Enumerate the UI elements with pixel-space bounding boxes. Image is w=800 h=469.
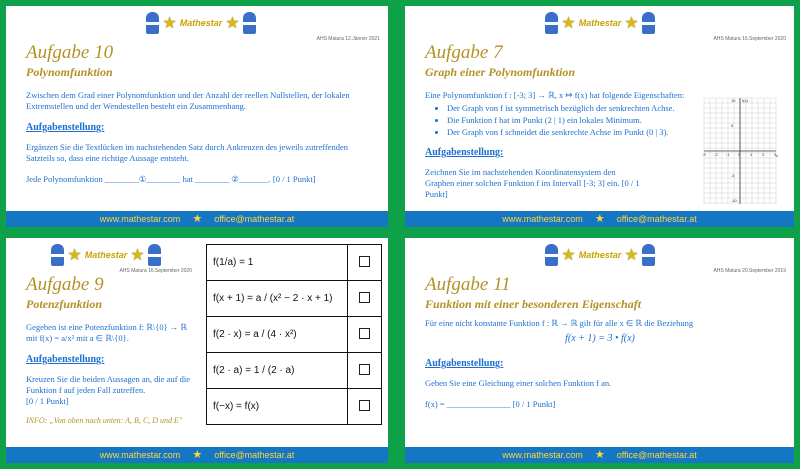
option-row-c: [207, 317, 382, 353]
star-icon: ★: [624, 13, 639, 32]
card-aufgabe-10: [6, 6, 388, 227]
footer-email[interactable]: office@mathestar.at: [616, 450, 697, 460]
checkbox-e[interactable]: [359, 400, 370, 411]
exam-source: AHS Matura 20.September 2019: [713, 268, 786, 274]
task-instruction: Ergänzen Sie die Textlücken im nachstehenden Satz durch Ankreuzen des jeweils zutreffenden Satzteils so, dass eine richtige Aussage entsteht.: [26, 142, 349, 163]
x-tick-label: -3: [702, 152, 706, 157]
card-header: [6, 238, 206, 272]
option-text: f(2 · a) = 1 / (2 · a): [207, 353, 348, 389]
footer-email[interactable]: office@mathestar.at: [214, 214, 295, 224]
task-subtitle: Funktion mit einer besonderen Eigenschaft: [425, 297, 642, 311]
answer-line[interactable]: f(x) = _______________ [0 / 1 Punkt]: [425, 399, 556, 409]
y-axis-label: f(x): [742, 98, 748, 103]
property-item: • Die Funktion f hat im Punkt (2 | 1) ein lokales Minimum.: [447, 115, 715, 126]
card-aufgabe-11: [405, 238, 794, 463]
card-footer: [6, 211, 388, 227]
task-body: [26, 90, 371, 195]
brand-name: Mathestar: [578, 18, 622, 28]
mascot-icon: [243, 12, 256, 34]
option-text: f(2 · x) = a / (4 · x²): [207, 317, 348, 353]
option-text: f(1/a) = 1: [207, 245, 348, 281]
y-tick-label: 10: [731, 98, 736, 103]
brand-name: Mathestar: [84, 250, 128, 260]
task-subtitle: Polynomfunktion: [26, 65, 113, 79]
task-instruction: Zeichnen Sie im nachstehenden Koordinatensystem den Graphen einer solchen Funktion f im Intervall [-3; 3] ein. [0 / 1 Punkt]: [425, 167, 640, 199]
footer-website[interactable]: www.mathestar.com: [99, 214, 181, 224]
footer-website[interactable]: www.mathestar.com: [502, 450, 583, 460]
option-text: f(−x) = f(x): [207, 389, 348, 425]
x-axis-label: x: [776, 153, 778, 158]
card-footer: [405, 447, 794, 463]
task-subtitle: Potenzfunktion: [26, 297, 103, 311]
star-icon: ★: [225, 13, 240, 32]
star-icon: ★: [561, 13, 576, 32]
task-body: [425, 318, 775, 420]
mascot-icon: [642, 244, 655, 266]
task-title: Aufgabe 9: [26, 274, 104, 295]
star-icon: ★: [192, 448, 203, 461]
task-points: [0 / 1 Punkt]: [26, 396, 69, 406]
mascot-icon: [146, 12, 159, 34]
option-row-e: [207, 389, 382, 425]
task-intro: Für eine nicht konstante Funktion f : ℝ → ℝ gilt für alle x ∈ ℝ die Beziehung: [425, 318, 694, 328]
task-heading: Aufgabenstellung:: [425, 358, 504, 369]
star-icon: ★: [624, 245, 639, 264]
task-intro: Gegeben ist eine Potenzfunktion f: ℝ\{0} → ℝ: [26, 322, 188, 332]
property-item: • Der Graph von f schneidet die senkrechte Achse im Punkt (0 | 3).: [447, 127, 715, 138]
y-tick-label: -10: [731, 198, 737, 203]
exam-source: AHS Matura 16.September 2020: [713, 36, 786, 42]
x-tick-label: 2: [762, 152, 765, 157]
task-instruction: Geben Sie eine Gleichung einer solchen Funktion f an.: [425, 378, 612, 388]
star-icon: ★: [162, 13, 177, 32]
mathestar-logo: [545, 240, 655, 270]
star-icon: ★: [561, 245, 576, 264]
task-heading: Aufgabenstellung:: [26, 354, 105, 365]
card-header: [405, 238, 794, 272]
mathestar-logo: [146, 8, 256, 38]
option-text: f(x + 1) = a / (x² − 2 · x + 1): [207, 281, 348, 317]
mascot-icon: [148, 244, 161, 266]
star-icon: ★: [594, 448, 605, 461]
x-tick-label: 3: [774, 152, 777, 157]
task-title: Aufgabe 11: [425, 274, 511, 295]
card-header: [6, 6, 388, 40]
info-note: INFO: „Von oben nach unten: A, B, C, D und E": [26, 416, 183, 425]
option-row-d: [207, 353, 382, 389]
checkbox-c[interactable]: [359, 328, 370, 339]
task-title: Aufgabe 10: [26, 42, 114, 63]
x-tick-label: -2: [714, 152, 718, 157]
x-tick-label: -1: [726, 152, 730, 157]
task-instruction: Kreuzen Sie die beiden Aussagen an, die auf die Funktion f auf jeden Fall zutreffen.: [26, 374, 191, 395]
card-footer: [405, 211, 794, 227]
task-formula: f(x + 1) = 3 • f(x): [565, 333, 635, 344]
star-icon: ★: [130, 245, 145, 264]
star-icon: ★: [192, 212, 203, 225]
y-tick-label: -5: [731, 173, 735, 178]
task-title: Aufgabe 7: [425, 42, 503, 63]
option-row-b: [207, 281, 382, 317]
task-subtitle: Graph einer Polynomfunktion: [425, 65, 576, 79]
exam-source: AHS Matura 16.September 2020: [119, 268, 192, 274]
property-list: [447, 103, 715, 138]
mascot-icon: [545, 12, 558, 34]
mascot-icon: [642, 12, 655, 34]
star-icon: ★: [67, 245, 82, 264]
card-header: [405, 6, 794, 40]
card-footer: [6, 447, 388, 463]
footer-email[interactable]: office@mathestar.at: [214, 450, 295, 460]
checkbox-a[interactable]: [359, 256, 370, 267]
task-intro-formula: mit f(x) = a/x² mit a ∈ ℝ\{0}.: [26, 333, 129, 343]
mascot-icon: [545, 244, 558, 266]
exam-source: AHS Matura 12.Jänner 2021: [316, 36, 380, 42]
task-heading: Aufgabenstellung:: [425, 147, 504, 158]
task-intro: Zwischen dem Grad einer Polynomfunktion und der Anzahl der reellen Nullstellen, der lokalen Extremstellen und der Wendestellen besteht ein Zusammenhang.: [26, 90, 350, 111]
x-tick-label: 1: [750, 152, 753, 157]
y-tick-label: 5: [731, 123, 734, 128]
coordinate-grid[interactable]: [700, 94, 780, 208]
task-body: [26, 322, 201, 426]
mathestar-logo: [51, 240, 161, 270]
star-icon: ★: [594, 212, 605, 225]
checkbox-b[interactable]: [359, 292, 370, 303]
footer-email[interactable]: office@mathestar.at: [616, 214, 697, 224]
task-intro: Eine Polynomfunktion f : [-3; 3] → ℝ, x ↦ f(x) hat folgende Eigenschaften:: [425, 90, 685, 100]
footer-website[interactable]: www.mathestar.com: [99, 450, 181, 460]
option-row-a: [207, 245, 382, 281]
task-heading: Aufgabenstellung:: [26, 122, 105, 133]
task-body: [425, 90, 715, 210]
footer-website[interactable]: www.mathestar.com: [502, 214, 583, 224]
brand-name: Mathestar: [179, 18, 223, 28]
brand-name: Mathestar: [578, 250, 622, 260]
mathestar-logo: [545, 8, 655, 38]
card-aufgabe-9: [6, 238, 388, 463]
mascot-icon: [51, 244, 64, 266]
task-sentence: Jede Polynomfunktion ________①________ hat ________ ②_______. [0 / 1 Punkt]: [26, 174, 316, 184]
checkbox-d[interactable]: [359, 364, 370, 375]
x-tick-label: 0: [738, 152, 741, 157]
card-aufgabe-7: [405, 6, 794, 227]
option-table: [206, 244, 382, 425]
property-item: • Der Graph von f ist symmetrisch bezüglich der senkrechten Achse.: [447, 103, 715, 114]
